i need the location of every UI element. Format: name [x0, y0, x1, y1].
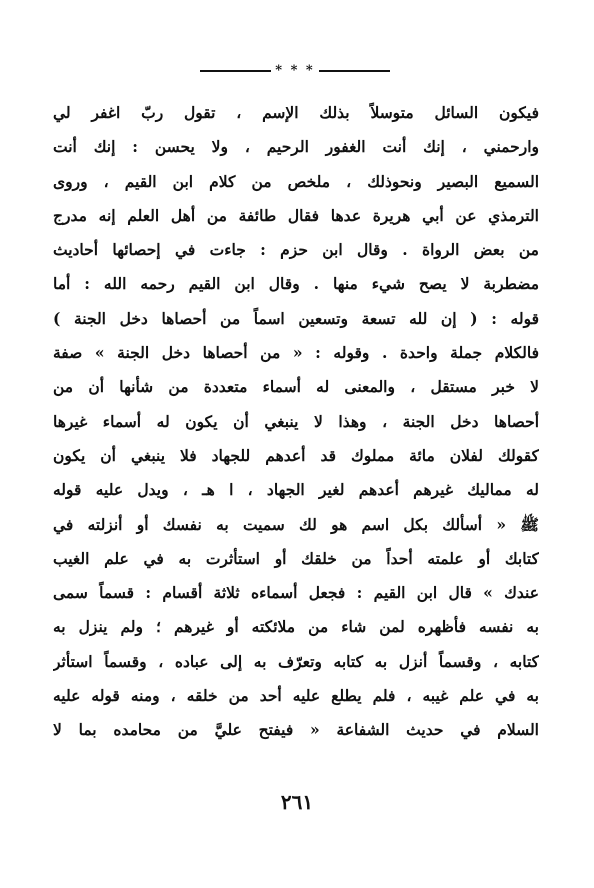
text-line: من بعض الرواة . وقال ابن حزم : جاءت في إحصائها أحاديث [53, 240, 539, 260]
divider-line-left [200, 70, 271, 72]
page-number: ٢٦١ [280, 790, 314, 814]
divider-stars: * * * [275, 63, 315, 78]
text-line: ﷺ « أسألك بكل اسم هو لك سميت به نفسك أو أنزلته في [53, 514, 539, 534]
text-line: فالكلام جملة واحدة . وقوله : « من أحصاها دخل الجنة » صفة [53, 343, 539, 363]
text-line: قوله : ( إن لله تسعة وتسعين اسماً من أحصاها دخل الجنة ) [53, 308, 539, 328]
text-line: الترمذي عن أبي هريرة عدها فقال طائفة من أهل العلم إنه مدرج [53, 205, 539, 225]
text-line: مضطربة لا يصح شيء منها . وقال ابن القيم رحمه الله : أما [53, 274, 539, 294]
text-line: كقولك لفلان مائة مملوك قد أعدهم للجهاد فلا ينبغي أن يكون [53, 445, 539, 465]
text-line: السلام في حديث الشفاعة « فيفتح عليَّ من محامده بما لا [53, 720, 539, 740]
section-divider [200, 63, 390, 79]
divider-line-right [319, 70, 390, 72]
text-line: له مماليك غيرهم أعدهم لغير الجهاد ، ا هـ ، ويدل عليه قوله [53, 480, 539, 500]
text-line: وارحمني ، إنك أنت الغفور الرحيم ، ولا يحسن : إنك أنت [53, 137, 539, 157]
text-line: أحصاها دخل الجنة ، وهذا لا ينبغي أن يكون له أسماء غيرها [53, 411, 539, 431]
text-line: كتابه ، وقسماً أنزل به كتابه وتعرّف به إلى عباده ، وقسماً استأثر [53, 651, 539, 671]
text-line: السميع البصير ونحوذلك ، ملخص من كلام ابن القيم ، وروى [53, 171, 539, 191]
text-line: به في علم غيبه ، فلم يطلع عليه أحد من خلقه ، ومنه قوله عليه [53, 686, 539, 706]
text-line: كتابك أو علمته أحداً من خلقك أو استأثرت به في علم الغيب [53, 548, 539, 568]
text-line: لا خبر مستقل ، والمعنى له أسماء متعددة من شأنها أن من [53, 377, 539, 397]
body-text [53, 96, 539, 748]
text-line: عندك » قال ابن القيم : فجعل أسماءه ثلاثة أقسام : قسماً سمى [53, 583, 539, 603]
text-line: به نفسه فأظهره لمن شاء من ملائكته أو غيرهم ؛ ولم ينزل به [53, 617, 539, 637]
text-line: فيكون السائل متوسلاً بذلك الإسم ، تقول ربّ اغفر لي [53, 103, 539, 122]
